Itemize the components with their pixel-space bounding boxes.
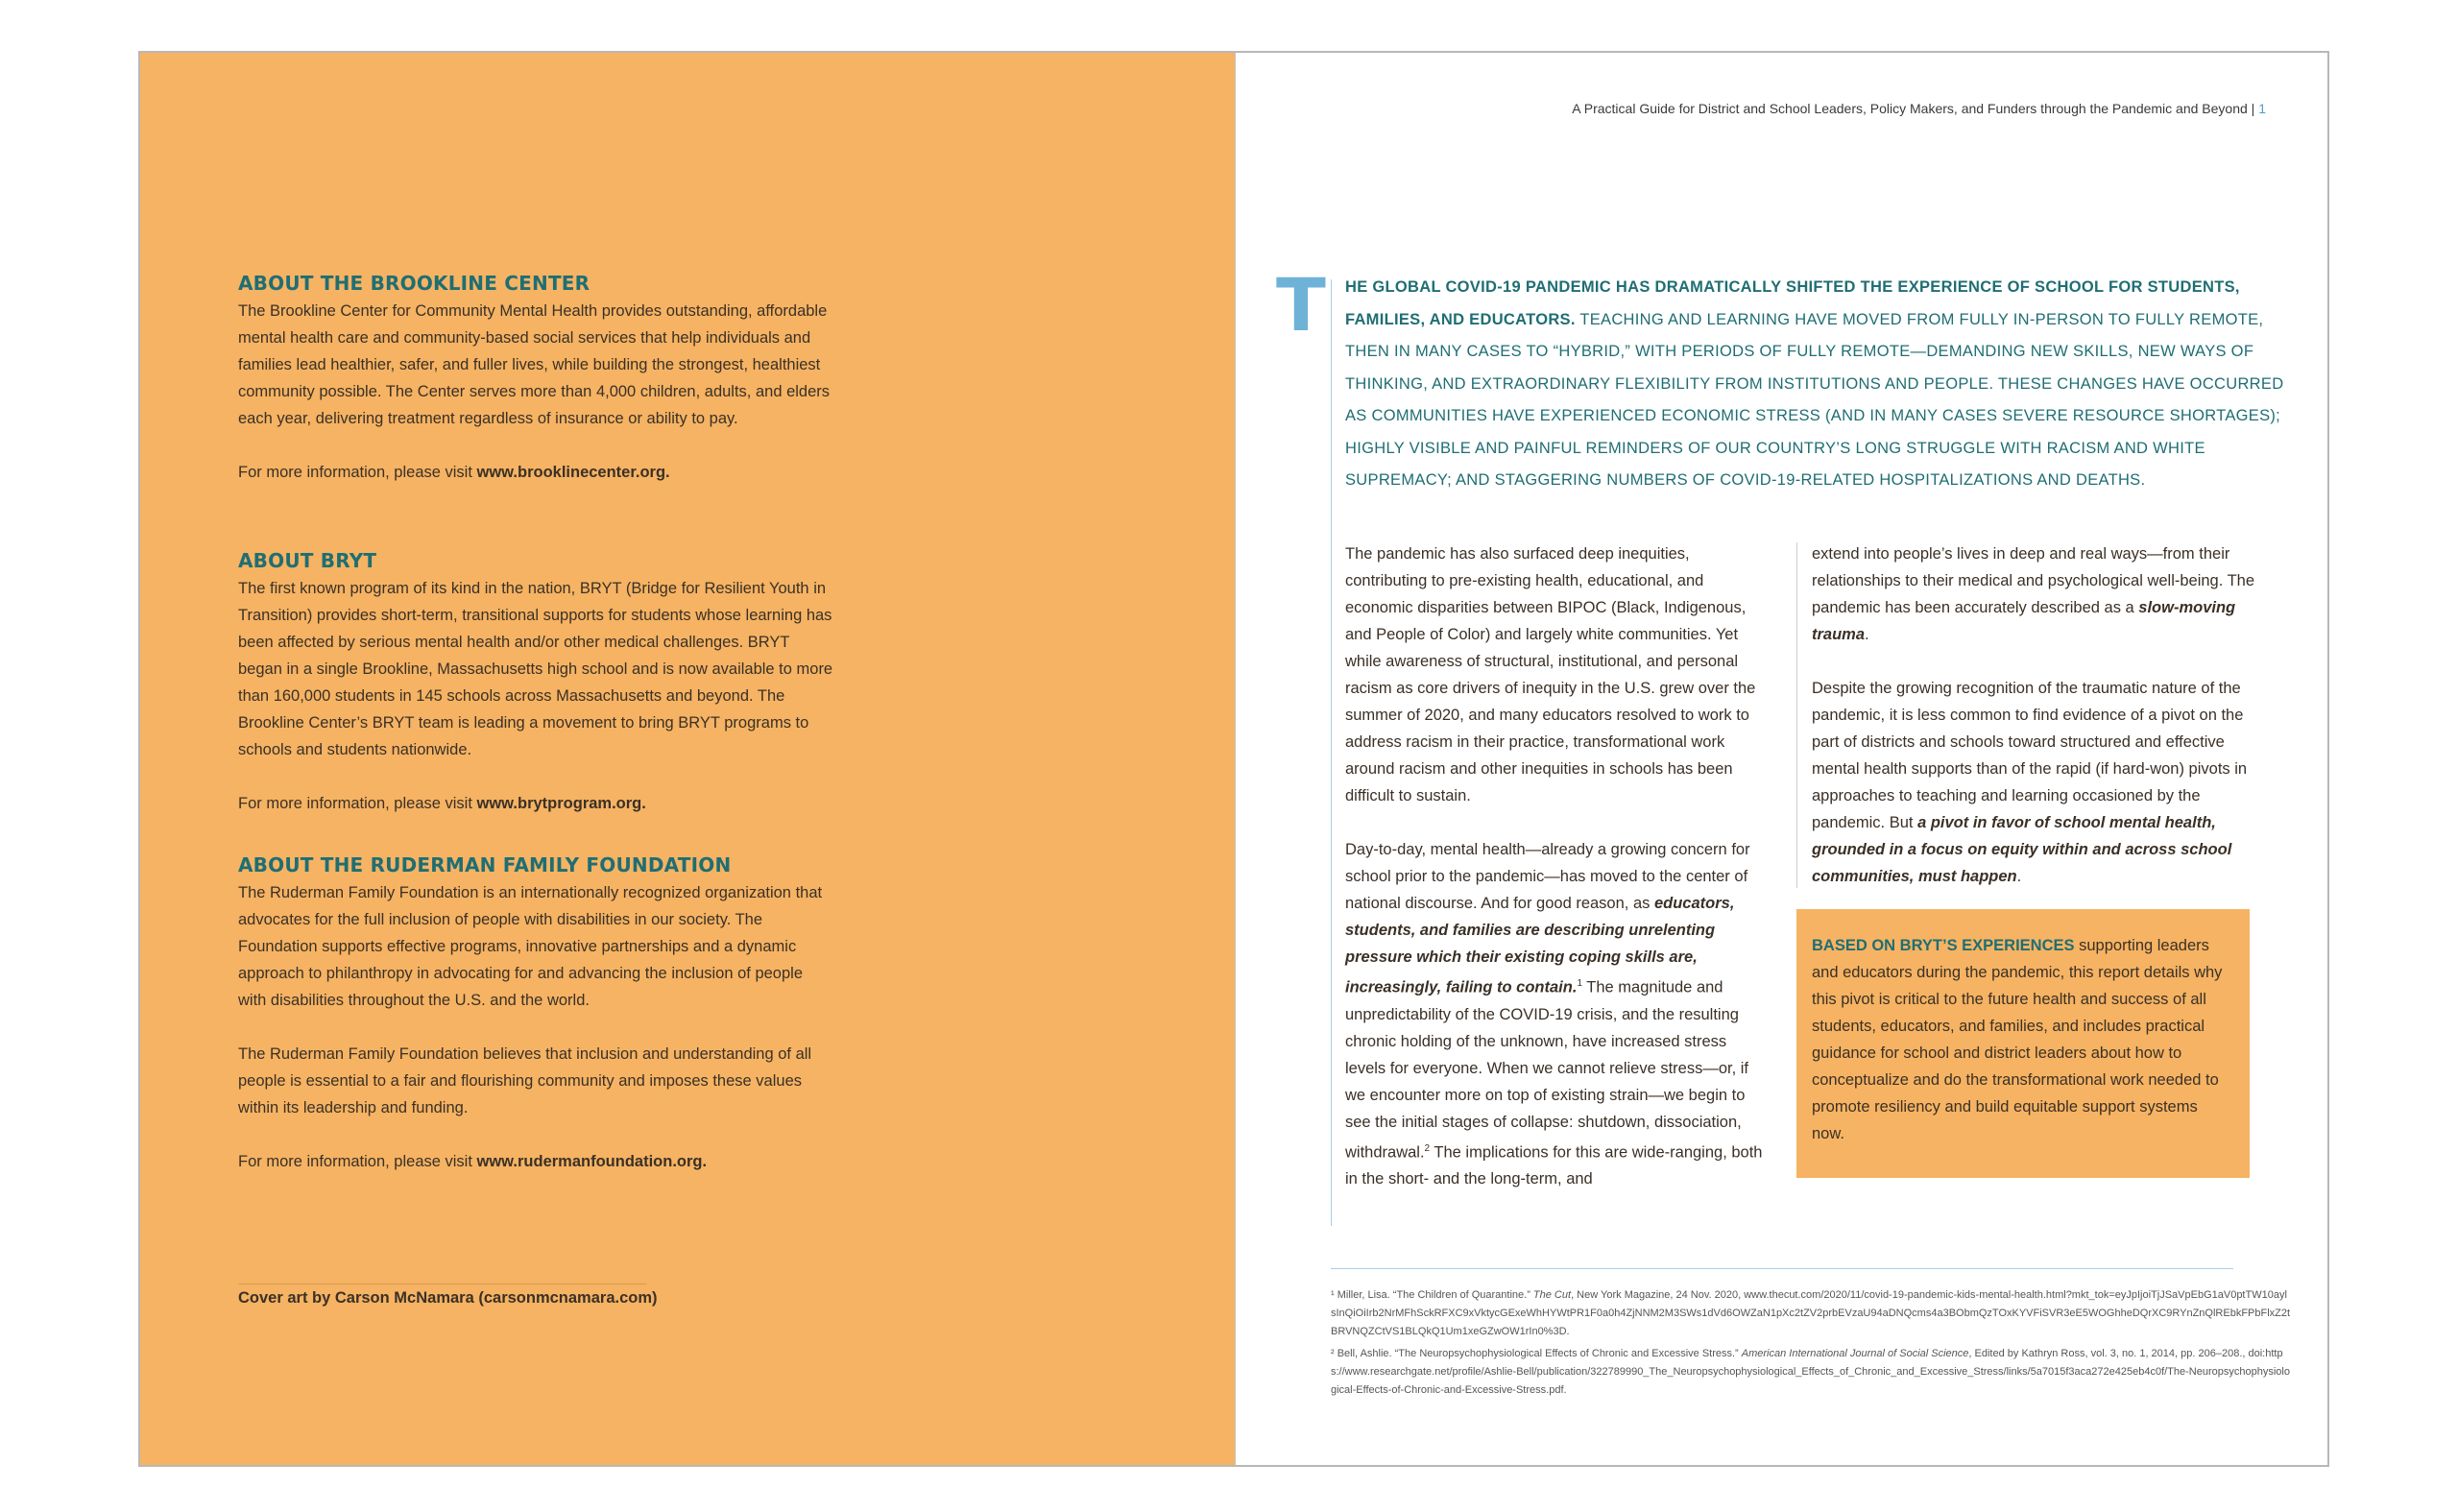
about-bryt-heading: ABOUT BRYT xyxy=(238,549,377,572)
intro-lead: HE GLOBAL COVID-19 PANDEMIC HAS DRAMATICALLY SHIFTED THE EXPERIENCE OF SCHOOL FOR STUDENTS, FAMILIES, AND EDUCATORS. xyxy=(1345,278,2240,328)
about-ruderman-heading: ABOUT THE RUDERMAN FAMILY FOUNDATION xyxy=(238,853,732,876)
footnote-text: , New York Magazine, 24 Nov. 2020, www.thecut.com/2020/11/covid-19-pandemic-kids-mental-health.html?mkt_tok=eyJpIjoiTjJSaVpEbG1aV0ptTW10aylsInQiOiIrb2NrMFhSckRFXC9xVktycGExeWhHYWtPR1F0a0h4ZjNNM2M3SWs1dVd6OWZaN1pXc2tZV2prbEVzaU94aDNQcms4a3BObmQzTOxKYVFiSVR3eE5WOGhheDQrXC9RYnZnQlREbkFPbFlxZ2tBRVNQZCtVS1BLQkQ1Um1xeGZwOW1rIn0%3D. xyxy=(1331,1289,2291,1337)
bryt-link[interactable]: www.brytprogram.org. xyxy=(476,795,646,812)
footnote-text: , Edited by Kathryn Ross, vol. 3, no. 1, 2014, pp. 206–208., doi:https://www.researchgate.net/profile/Ashlie-Bell/publication/322789990_The_Neuropsychophysiological_Effects_of_Chronic_and_Excessive_Stress/links/5a7015f3aca272e425eb4c0f/The-Neuropsychophysiological-Effects-of-Chronic-and-Excessive-Stress.pdf. xyxy=(1331,1348,2290,1396)
about-brookline-section xyxy=(238,272,833,486)
drop-cap: T xyxy=(1276,262,1326,348)
footnotes xyxy=(1331,1286,2291,1404)
intro-paragraph xyxy=(1345,272,2305,497)
text-run: . xyxy=(2016,868,2022,885)
more-info-prefix: For more information, please visit xyxy=(238,464,477,481)
footnote-source-title: American International Journal of Social Science xyxy=(1741,1348,1969,1359)
running-head-title: A Practical Guide for District and School Leaders, Policy Makers, and Funders through the Pandemic and Beyond | xyxy=(1572,101,2255,116)
more-info-prefix: For more information, please visit xyxy=(238,1153,477,1170)
body-column-left xyxy=(1345,540,1768,1192)
footnote-text: ¹ Miller, Lisa. “The Children of Quarantine.” xyxy=(1331,1289,1533,1301)
callout-text: supporting leaders and educators during the pandemic, this report details why this pivot is critical to the future health and success of all students, educators, and families, and includes practical guidance for school and district leaders about how to conceptualize and do the transformational work needed to promote resiliency and build equitable support systems now. xyxy=(1812,937,2223,1142)
text-run: The implications for this are wide-ranging, both in the short- and the long-term, and xyxy=(1345,1143,1763,1188)
about-bryt-more xyxy=(238,790,833,817)
text-run: Day-to-day, mental health—already a growing concern for school prior to the pandemic—has moved to the center of national discourse. And for good reason, as xyxy=(1345,841,1750,912)
body-paragraph xyxy=(1812,540,2263,648)
emphasis-text: educators, students, and families are describing unrelenting pressure which their existing coping skills are, increasingly, failing to contain. xyxy=(1345,895,1735,996)
about-brookline-heading: ABOUT THE BROOKLINE CENTER xyxy=(238,272,590,295)
emphasis-text: slow-moving trauma xyxy=(1812,599,2236,643)
body-paragraph xyxy=(1812,675,2263,890)
footnote-ref-1: 1 xyxy=(1577,978,1582,989)
body-column-right xyxy=(1812,540,2263,890)
ruderman-link[interactable]: www.rudermanfoundation.org. xyxy=(476,1153,708,1170)
footnote-text: ² Bell, Ashlie. “The Neuropsychophysiological Effects of Chronic and Excessive Stress.” xyxy=(1331,1348,1742,1359)
text-run: Despite the growing recognition of the traumatic nature of the pandemic, it is less common to find evidence of a pivot on the part of districts and schools toward structured and effective mental health supports than of the rapid (if hard-won) pivots in approaches to teaching and learning occasioned by the pandemic. But xyxy=(1812,680,2248,831)
about-ruderman-body-2: The Ruderman Family Foundation believes that inclusion and understanding of all people is essential to a fair and flourishing community and imposes these values within its leadership and funding. xyxy=(238,1045,812,1116)
footnote-2 xyxy=(1331,1345,2291,1400)
about-brookline-more xyxy=(238,459,833,486)
text-run: extend into people’s lives in deep and real ways—from their relationships to their medical and psychological well-being. The pandemic has been accurately described as a xyxy=(1812,545,2255,616)
cover-credit: Cover art by Carson McNamara (carsonmcnamara.com) xyxy=(238,1289,658,1307)
about-bryt-body: The first known program of its kind in the nation, BRYT (Bridge for Resilient Youth in Transition) provides short-term, transitional supports for students whose learning has been affected by serious mental health and/or other medical challenges. BRYT began in a single Brookline, Massachusetts high school and is now available to more than 160,000 students in 145 schools across Massachusetts and beyond. The Brookline Center’s BRYT team is leading a movement to bring BRYT programs to schools and students nationwide. xyxy=(238,580,833,758)
intro-vertical-rule xyxy=(1331,279,1332,1226)
left-page xyxy=(140,53,1235,1465)
about-bryt-section xyxy=(238,549,833,817)
footnote-ref-2: 2 xyxy=(1424,1142,1431,1154)
callout-box xyxy=(1796,909,2250,1178)
emphasis-text: a pivot in favor of school mental health, grounded in a focus on equity within and across school communities, must happen xyxy=(1812,814,2232,885)
column-divider xyxy=(1796,542,1797,888)
about-ruderman-more xyxy=(238,1148,833,1175)
intro-rest: TEACHING AND LEARNING HAVE MOVED FROM FULLY IN-PERSON TO FULLY REMOTE, THEN IN MANY CASES TO “HYBRID,” WITH PERIODS OF FULLY REMOTE—DEMANDING NEW SKILLS, NEW WAYS OF THINKING, AND EXTRAORDINARY FLEXIBILITY FROM INSTITUTIONS AND PEOPLE. THESE CHANGES HAVE OCCURRED AS COMMUNITIES HAVE EXPERIENCED ECONOMIC STRESS (AND IN MANY CASES SEVERE RESOURCE SHORTAGES); HIGHLY VISIBLE AND PAINFUL REMINDERS OF OUR COUNTRY’S LONG STRUGGLE WITH RACISM AND WHITE SUPREMACY; AND STAGGERING NUMBERS OF COVID-19-RELATED HOSPITALIZATIONS AND DEATHS. xyxy=(1345,310,2284,489)
callout-lead: BASED ON BRYT’S EXPERIENCES xyxy=(1812,937,2075,954)
running-head xyxy=(1572,101,2266,116)
about-ruderman-body: The Ruderman Family Foundation is an internationally recognized organization that advocates for the full inclusion of people with disabilities in our society. The Foundation supports effective programs, innovative partnerships and a dynamic approach to philanthropy in advocating for and advancing the inclusion of people with disabilities throughout the U.S. and the world. xyxy=(238,884,823,1009)
right-page xyxy=(1235,53,2327,1465)
footnote-1 xyxy=(1331,1286,2291,1341)
text-run: . xyxy=(1865,626,1869,643)
footnote-divider xyxy=(1331,1268,2233,1269)
body-paragraph: The pandemic has also surfaced deep inequities, contributing to pre-existing health, educational, and economic disparities between BIPOC (Black, Indigenous, and People of Color) and largely white communities. Yet while awareness of structural, institutional, and personal racism as core drivers of inequity in the U.S. grew over the summer of 2020, and many educators resolved to work to address racism in their practice, transformational work around racism and other inequities in schools has been difficult to sustain. xyxy=(1345,545,1756,804)
document-spread xyxy=(138,51,2329,1467)
text-run: The magnitude and unpredictability of the COVID-19 crisis, and the resulting chronic holding of the unknown, have increased stress levels for everyone. When we cannot relieve stress—or, if we encounter more on top of existing strain—we begin to see the initial stages of collapse: shutdown, dissociation, withdrawal. xyxy=(1345,978,1749,1161)
more-info-prefix: For more information, please visit xyxy=(238,795,477,812)
about-ruderman-section xyxy=(238,853,833,1175)
page-number: 1 xyxy=(2258,101,2266,116)
about-brookline-body: The Brookline Center for Community Mental Health provides outstanding, affordable mental health care and community-based social services that help individuals and families lead healthier, safer, and fuller lives, while building the strongest, healthiest community possible. The Center serves more than 4,000 children, adults, and elders each year, delivering treatment regardless of insurance or ability to pay. xyxy=(238,302,831,427)
body-paragraph xyxy=(1345,836,1768,1192)
footnote-source-title: The Cut xyxy=(1532,1289,1572,1301)
brookline-link[interactable]: www.brooklinecenter.org. xyxy=(476,464,670,481)
